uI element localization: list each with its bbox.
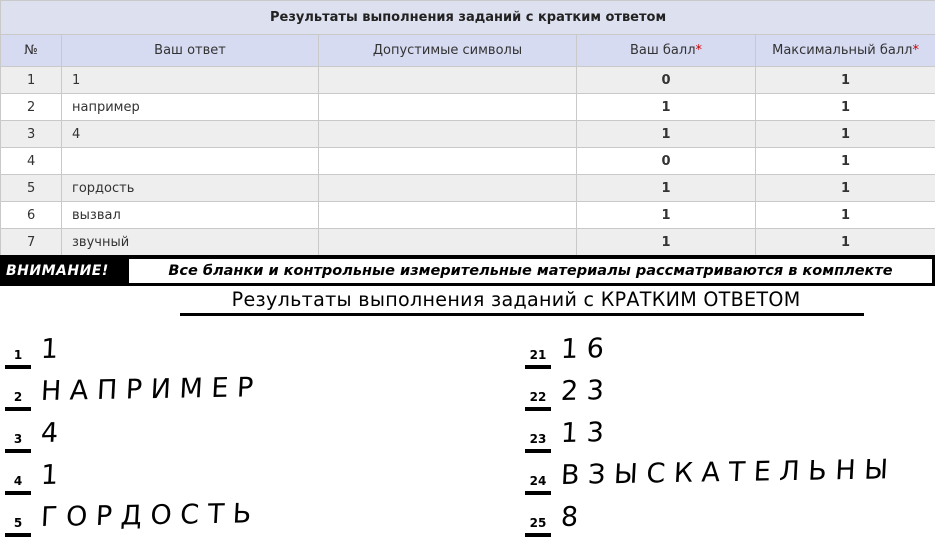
max-score: 1 [756,175,935,202]
column-header-max-score [756,35,935,67]
allowed-symbols [319,229,577,256]
allowed-symbols [319,67,577,94]
handwritten-answer: 2 3 [560,375,605,407]
max-score: 1 [756,121,935,148]
form-task-number: 24 [525,474,551,488]
form-answer-row [5,424,405,464]
results-table-container [0,0,935,256]
form-answer-row [525,508,925,548]
your-score: 0 [577,67,756,94]
warning-message: Все бланки и контрольные измерительные материалы рассматриваются в комплекте [129,259,932,283]
allowed-symbols [319,175,577,202]
number-underline [5,533,31,537]
your-score: 0 [577,148,756,175]
form-answer-row [5,508,405,548]
number-underline [5,491,31,495]
form-task-number: 2 [5,390,31,404]
table-row [1,94,935,121]
form-task-number: 4 [5,474,31,488]
handwritten-answer: 1 [40,460,59,491]
handwritten-answer: 8 [560,502,579,533]
table-row [1,148,935,175]
number-underline [5,365,31,369]
your-score: 1 [577,229,756,256]
your-answer: гордость [62,175,319,202]
form-task-number: 25 [525,516,551,530]
number-underline [525,407,551,411]
form-answer-row [5,382,405,422]
handwritten-answer: Н А П Р И М Е Р [40,372,254,407]
handwritten-answer: 1 [40,334,59,365]
task-number: 4 [1,148,62,175]
handwritten-answer: Г О Р Д О С Т Ь [40,498,252,533]
table-caption: Результаты выполнения заданий с кратким ответом [1,1,935,35]
task-number: 3 [1,121,62,148]
max-score: 1 [756,67,935,94]
task-number: 7 [1,229,62,256]
handwritten-answer: 1 3 [560,417,605,449]
table-row [1,121,935,148]
max-score: 1 [756,148,935,175]
form-title: Результаты выполнения заданий с КРАТКИМ ОТВЕТОМ [178,288,854,311]
column-header-allowed-symbols: Допустимые символы [319,35,577,67]
max-score: 1 [756,202,935,229]
max-score: 1 [756,94,935,121]
results-table [0,0,935,256]
required-mark: * [696,43,703,58]
max-score: 1 [756,229,935,256]
column-header-your-score [577,35,756,67]
required-mark: * [912,43,919,58]
your-answer: 1 [62,67,319,94]
form-answer-row [525,466,925,506]
task-number: 5 [1,175,62,202]
form-task-number: 3 [5,432,31,446]
number-underline [525,449,551,453]
form-answer-row [525,340,925,380]
allowed-symbols [319,148,577,175]
form-task-number: 21 [525,348,551,362]
warning-banner [0,255,935,286]
number-underline [525,533,551,537]
column-header-answer: Ваш ответ [62,35,319,67]
form-task-number: 23 [525,432,551,446]
table-row [1,67,935,94]
your-score: 1 [577,94,756,121]
allowed-symbols [319,94,577,121]
your-score: 1 [577,175,756,202]
column-header-number: № [1,35,62,67]
column-header-your-score-label: Ваш балл [630,43,696,58]
form-answer-row [525,382,925,422]
table-row [1,175,935,202]
handwritten-answer: 4 [40,418,59,449]
warning-tag: ВНИМАНИЕ! [3,261,112,282]
form-task-number: 22 [525,390,551,404]
handwritten-answer: В З Ы С К А Т Е Л Ь Н Ы [560,454,889,491]
task-number: 2 [1,94,62,121]
column-header-max-score-label: Максимальный балл [772,43,912,58]
your-answer: 4 [62,121,319,148]
task-number: 6 [1,202,62,229]
your-answer [62,148,319,175]
number-underline [525,491,551,495]
table-row [1,229,935,256]
your-score: 1 [577,121,756,148]
your-score: 1 [577,202,756,229]
form-title-underline [180,313,864,316]
number-underline [5,407,31,411]
your-answer: звучный [62,229,319,256]
your-answer: вызвал [62,202,319,229]
allowed-symbols [319,202,577,229]
form-task-number: 1 [5,348,31,362]
number-underline [5,449,31,453]
number-underline [525,365,551,369]
allowed-symbols [319,121,577,148]
task-number: 1 [1,67,62,94]
table-row [1,202,935,229]
handwritten-answer: 1 6 [560,333,605,365]
your-answer: например [62,94,319,121]
form-task-number: 5 [5,516,31,530]
